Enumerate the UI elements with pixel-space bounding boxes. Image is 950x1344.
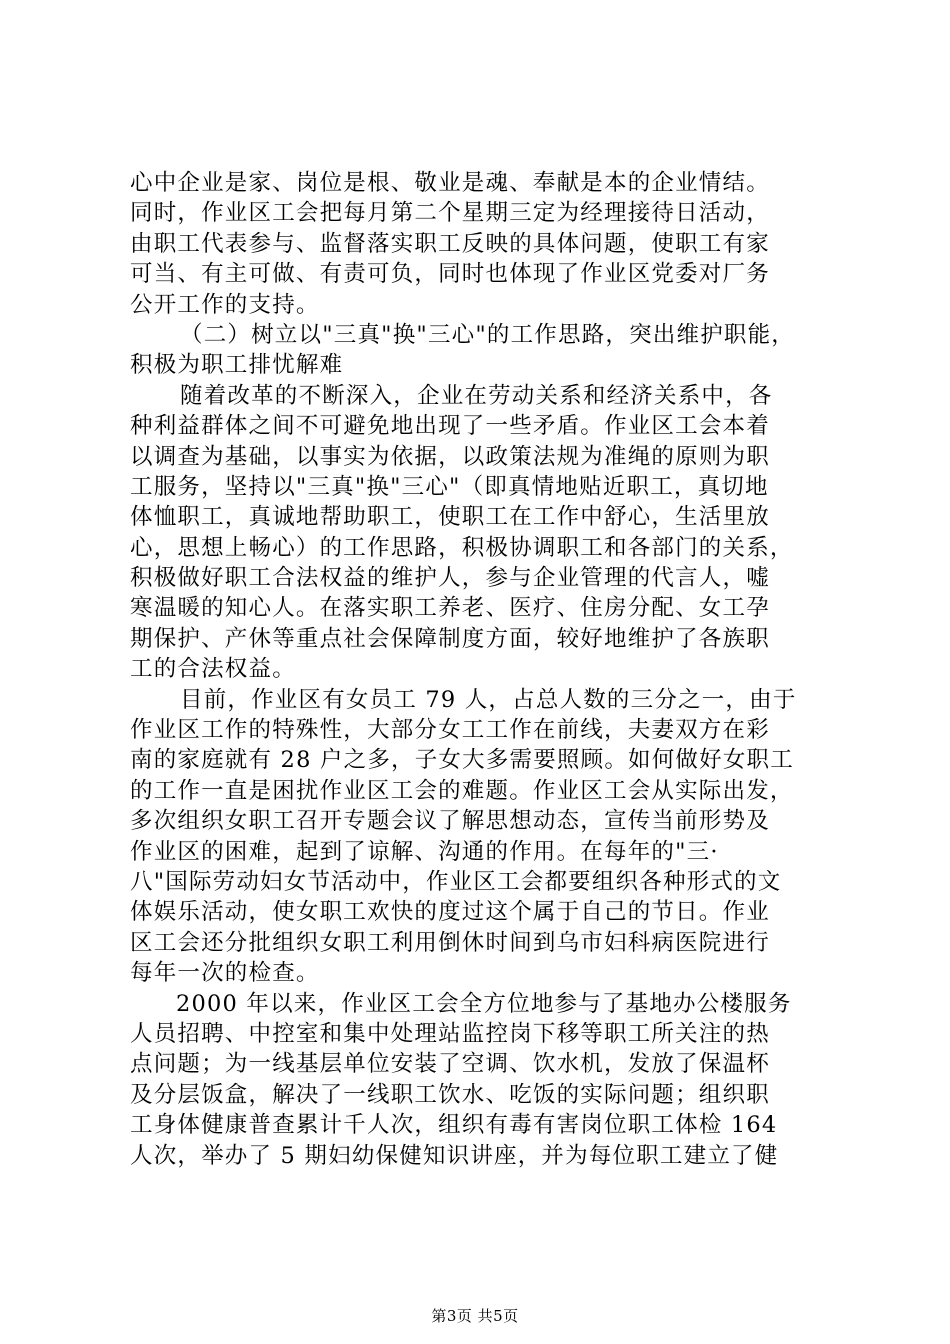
- text-line: 区工会还分批组织女职工利用倒休时间到乌市妇科病医院进行: [130, 929, 770, 956]
- text-line: 公开工作的支持。: [130, 291, 320, 318]
- text-line: 体娱乐活动，使女职工欢快的度过这个属于自己的节日。作业: [130, 899, 770, 926]
- text-line: 心中企业是家、岗位是根、敬业是魂、奉献是本的企业情结。: [130, 170, 770, 196]
- text-line: 南的家庭就有 28 户之多，子女大多需要照顾。如何做好女职工: [130, 747, 794, 774]
- section-heading: （二）树立以"三真"换"三心"的工作思路，突出维护职能，: [180, 321, 795, 348]
- text-line: 可当、有主可做、有责可负，同时也体现了作业区党委对厂务: [130, 261, 770, 288]
- text-line: 人员招聘、中控室和集中处理站监控岗下移等职工所关注的热: [130, 1020, 770, 1047]
- text-line: 体恤职工，真诚地帮助职工，使职工在工作中舒心，生活里放: [130, 504, 770, 531]
- text-line: 同时，作业区工会把每月第二个星期三定为经理接待日活动，: [130, 200, 770, 227]
- text-line: 随着改革的不断深入，企业在劳动关系和经济关系中，各: [180, 382, 773, 409]
- text-line: 点问题；为一线基层单位安装了空调、饮水机，发放了保温杯: [130, 1051, 770, 1078]
- document-body: [130, 168, 830, 1171]
- text-line: 寒温暖的知心人。在落实职工养老、医疗、住房分配、女工孕: [130, 595, 770, 622]
- text-line: 种利益群体之间不可避免地出现了一些矛盾。作业区工会本着: [130, 413, 770, 440]
- text-line: 八"国际劳动妇女节活动中，作业区工会都要组织各种形式的文: [130, 868, 782, 895]
- text-line: 以调查为基础，以事实为依据，以政策法规为准绳的原则为职: [130, 443, 770, 470]
- text-line: 工身体健康普查累计千人次，组织有毒有害岗位职工体检 164: [130, 1112, 778, 1139]
- page-number-footer: 第3页 共5页: [431, 1307, 519, 1325]
- text-line: 2000 年以来，作业区工会全方位地参与了基地办公楼服务: [176, 990, 792, 1017]
- text-line: 积极做好职工合法权益的维护人，参与企业管理的代言人，嘘: [130, 565, 770, 592]
- text-line: 心，思想上畅心）的工作思路，积极协调职工和各部门的关系，: [130, 534, 794, 561]
- text-line: 及分层饭盒，解决了一线职工饮水、吃饭的实际问题；组织职: [130, 1081, 770, 1108]
- text-line: 目前，作业区有女员工 79 人，占总人数的三分之一，由于: [180, 686, 797, 713]
- text-line: 作业区工作的特殊性，大部分女工工作在前线，夫妻双方在彩: [130, 717, 770, 744]
- text-line: 工服务，坚持以"三真"换"三心"（即真情地贴近职工，真切地: [130, 473, 769, 500]
- text-line: 人次，举办了 5 期妇幼保健知识讲座，并为每位职工建立了健: [130, 1142, 779, 1169]
- text-line: 多次组织女职工召开专题会议了解思想动态，宣传当前形势及: [130, 808, 770, 835]
- text-line: 期保护、产休等重点社会保障制度方面，较好地维护了各族职: [130, 625, 770, 652]
- text-line: 的工作一直是困扰作业区工会的难题。作业区工会从实际出发，: [130, 777, 794, 804]
- text-line: 由职工代表参与、监督落实职工反映的具体问题，使职工有家: [130, 230, 770, 257]
- section-heading: 积极为职工排忧解难: [130, 352, 344, 379]
- text-line: 每年一次的检查。: [130, 960, 320, 987]
- text-line: 作业区的困难，起到了谅解、沟通的作用。在每年的"三·: [130, 838, 719, 865]
- text-line: 工的合法权益。: [130, 656, 296, 683]
